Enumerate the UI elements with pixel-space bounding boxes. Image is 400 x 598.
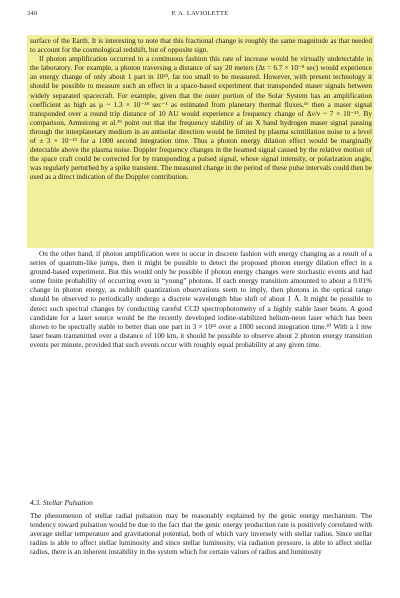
running-header xyxy=(27,10,373,22)
page-number: 340 xyxy=(27,10,38,17)
text-block-section xyxy=(30,512,372,557)
paragraph-discrete-fashion: On the other hand, if photon amplification were to occur in discrete fashion with energy changing as a result of a series of quantum-like jumps, then it might be possible to detect the proposed photon energy dilation effect in a ground-based experiment. But this would only be possible if photon energy changes were stochastic events and had some finite probability of occurring even in “young” photons. If each energy transition amounted to about a 0.01% change in photon energy, as redshift quantization observations seem to imply, then photons in the optical range should be observed to periodically undergo a discrete wavelength blue shift of about 1 Å. It might be possible to detect such spectral changes by conducting careful CCD spectrophotometry of a highly stable laser beam. A good candidate for a laser source would be the recently developed iodine-stabilized helium-neon laser which has been shown to be spectrally stable to better than one part in 3 × 10¹² over a 1000 second integration time.²⁰ With a 1 mw laser beam transmitted over a distance of 100 km, it should be possible to observe about 2 photon energy transition events per minute, provided that such events occur with roughly equal probability at any given time. xyxy=(30,250,372,349)
paragraph-continuation: surface of the Earth. It is interesting to note that this fractional change is roughly the same magnitude as that needed to account for the cosmological redshift, but of opposite sign. xyxy=(30,37,372,55)
text-block xyxy=(30,250,372,350)
highlighted-text-block xyxy=(30,37,372,183)
paragraph-stellar-pulsation: The phenomenon of stellar radial pulsation may be reasonably explained by the genic energy mechanism. The tendency toward pulsation would be due to the fact that the genic energy production rate is positively correlated with average stellar temperature and gravitational potential, both of which vary inversely with stellar radius. Since stellar radius is able to affect stellar luminosity and since stellar luminosity, via radiation pressure, is able to affect stellar radius, there is an inherent instability in the system which for certain values of radius and luminosity xyxy=(30,512,372,557)
running-author: P. A. LAVIOLETTE xyxy=(171,10,229,17)
section-heading: 4.3. Stellar Pulsation xyxy=(30,498,93,507)
paragraph-photon-amplification: If photon amplification occurred in a continuous fashion this rate of increase would be virtually undetectable in the laboratory. For example, a photon traversing a distance of say 20 meters (Δt = 6.7 × 10⁻⁸ sec) would experience an energy change of only about 1 part in 10²³, far too small to be measured. However, with present technology it should be possible to measure such an effect in a space-based experiment that transponded maser signals between widely separated spacecraft. For example, given that the outer portion of the Solar System has an amplification coefficient as high as µ ~ 1.3 × 10⁻¹⁸ sec⁻¹ as estimated from planetary thermal fluxes,¹⁶ then a maser signal transponded over a round trip distance of 10 AU would experience a frequency change of Δν/ν ~ 7 × 10⁻¹⁵. By comparison, Armstrong et al.¹⁹ point out that the frequency stability of an X band hydrogen maser signal passing through the interplanetary medium in an antisolar direction would be limited by plasma scintillation noise to a level of ± 3 × 10⁻¹⁵ for a 1000 second integration time. Thus a photon energy dilation effect would be marginally detectable above the plasma noise. Doppler frequency changes in the beamed signal caused by the relative motion of the space craft could be corrected for by transponding a pulsed signal, whose signal intensity, or polarization angle, was regularly perturbed by a spike transient. The measured change in the period of these pulse intervals could then be used as a direct indication of the Doppler contribution. xyxy=(30,55,372,182)
